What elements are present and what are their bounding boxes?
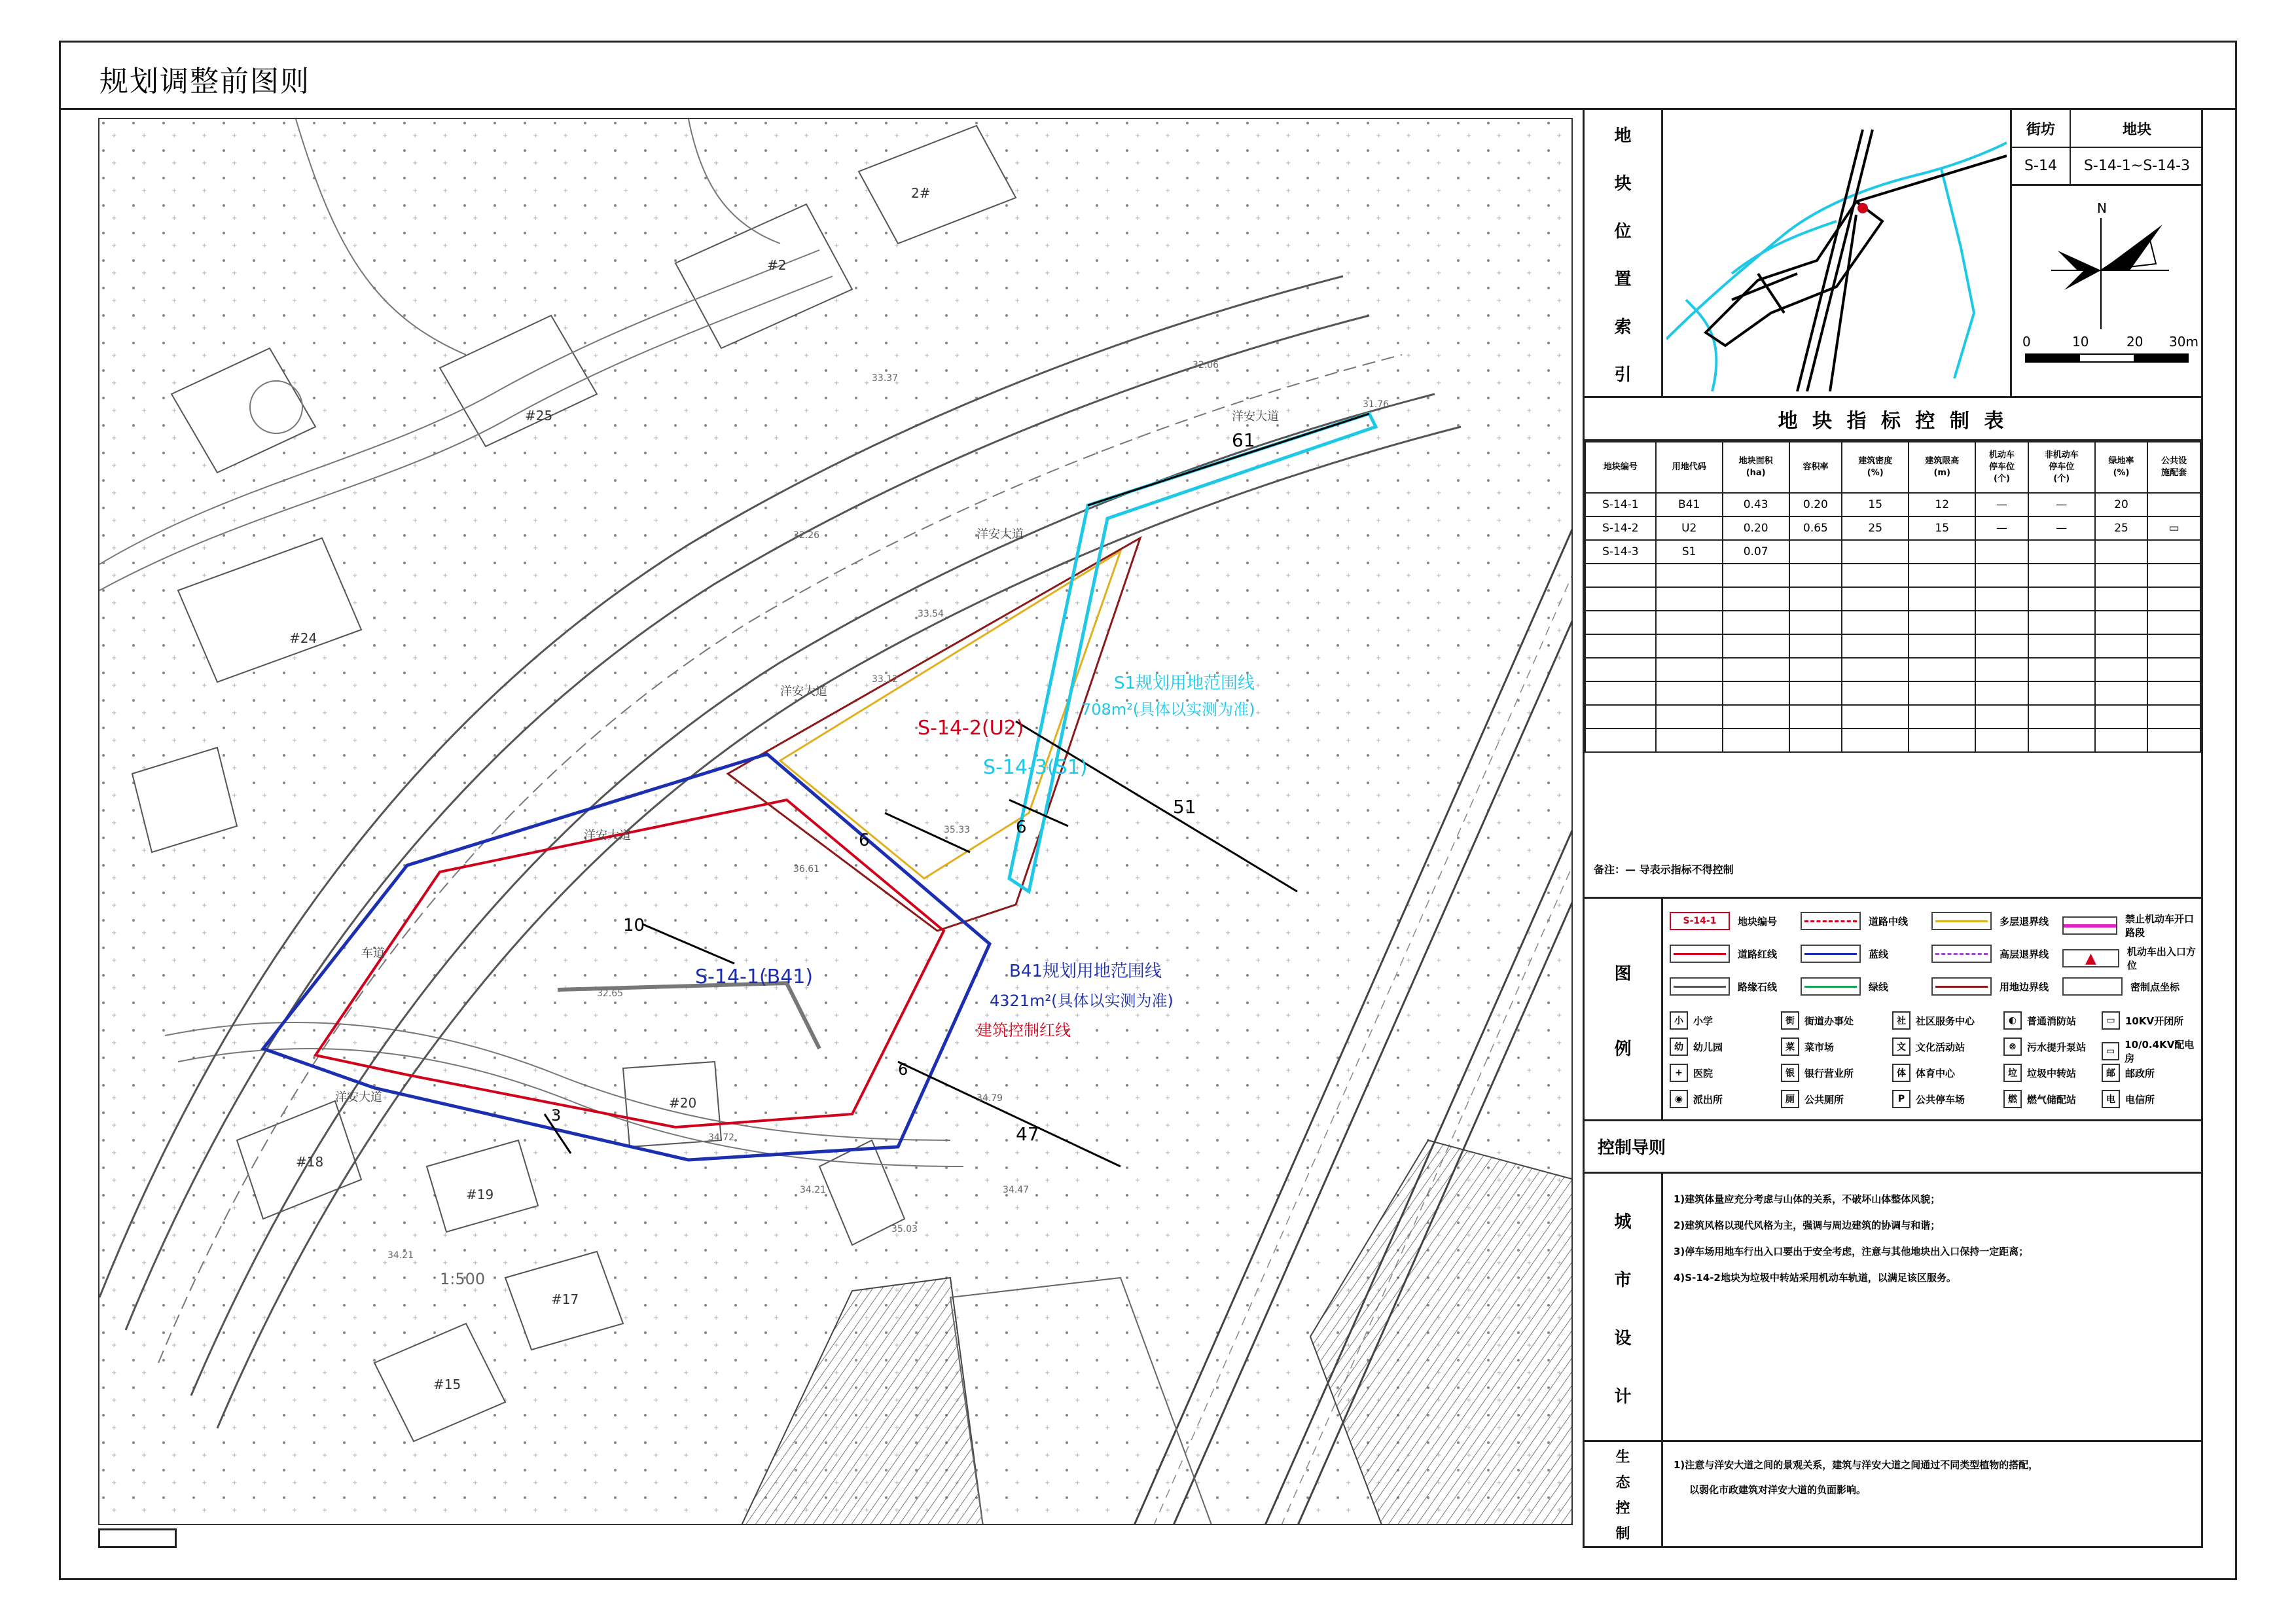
control-table-section: [1585, 398, 2201, 899]
legend-symbol: [2102, 1090, 2155, 1108]
th-green-rate: 绿地率 (%): [2095, 442, 2148, 493]
legend-text: 公共停车场: [1916, 1093, 1965, 1106]
scale-tick: 0: [2022, 334, 2031, 350]
legend-road-redline: [1670, 945, 1777, 963]
city-design-item: 3)停车场用地车行出入口要出于安全考虑，注意与其他地块出入口保持一定距离；: [1674, 1246, 2029, 1257]
map-svg: [99, 119, 1573, 1525]
school-icon: 小: [1670, 1011, 1688, 1030]
spot-height: 34.72: [708, 1132, 735, 1143]
eco-label: [1585, 1442, 1663, 1546]
dim-47: 47: [1016, 1123, 1039, 1145]
cell: [2147, 493, 2200, 516]
spot-height: 35.33: [944, 825, 971, 835]
table-note: 备注：— 导表示指标不得控制: [1594, 863, 1734, 876]
legend-symbol: [1892, 1064, 1955, 1082]
cell: [2028, 540, 2095, 564]
city-design-item: 1)建筑体量应充分考虑与山体的关系，不破坏山体整体风貌；: [1674, 1193, 1941, 1205]
post-office-icon: 邮: [2102, 1064, 2120, 1082]
road-label-1: 洋安大道: [1232, 410, 1279, 424]
culture-icon: 文: [1892, 1038, 1910, 1056]
legend-swatch: S-14-1: [1670, 912, 1730, 930]
th-plot-no: 地块编号: [1585, 442, 1656, 493]
cell: —: [2028, 493, 2095, 516]
title-bar: [59, 41, 2237, 110]
legend-green-line: [1801, 977, 1888, 996]
road-label-4: 洋安大道: [584, 829, 631, 842]
legend-text: 10/0.4KV配电房: [2125, 1039, 2195, 1064]
legend-text: 地块编号: [1738, 915, 1778, 928]
legend-text: 道路中线: [1869, 915, 1909, 928]
gas-station-icon: 燃: [2003, 1090, 2022, 1108]
legend-vehicle-entry: [2062, 945, 2201, 972]
table-row: [1585, 493, 2200, 516]
legend-text: 银行营业所: [1804, 1067, 1854, 1079]
th-height: 建筑限高 (m): [1909, 442, 1975, 493]
spot-height: 34.47: [1003, 1185, 1030, 1195]
legend-text: 体育中心: [1916, 1067, 1956, 1079]
label-s14-1: S-14-1(B41): [695, 965, 814, 988]
legend-road-centerline: [1801, 912, 1908, 930]
legend-text: 邮政所: [2125, 1067, 2155, 1079]
table-row: [1585, 587, 2200, 611]
legend-swatch: [1801, 912, 1861, 930]
police-icon: ◉: [1670, 1090, 1688, 1108]
legend-text: 街道办事处: [1804, 1015, 1854, 1027]
label-build-line: 建筑控制红线: [977, 1021, 1071, 1039]
cell: [1842, 540, 1909, 564]
city-design-char: 设: [1614, 1329, 1632, 1348]
th-far: 容积率: [1789, 442, 1842, 493]
cell: 0.20: [1789, 493, 1842, 516]
eco-char: 态: [1615, 1474, 1630, 1491]
location-minimap: [1666, 117, 2007, 391]
legend-symbol: [2003, 1064, 2076, 1082]
legend-swatch: [2062, 977, 2123, 996]
eco-item: 1)注意与洋安大道之间的景观关系，建筑与洋安大道之间通过不同类型植物的搭配，: [1674, 1459, 2039, 1471]
legend-text: 用地边界线: [2000, 981, 2049, 993]
legend-symbol: [1892, 1038, 1965, 1056]
legend-swatch: [1931, 945, 1992, 963]
power-room-icon: ▭: [2102, 1042, 2119, 1060]
legend-symbol: [1781, 1038, 1834, 1056]
legend-control-point: [2062, 977, 2179, 996]
scale-tick: 20: [2126, 334, 2144, 350]
jiefang-header: 街坊: [2012, 110, 2071, 148]
building-label-3: #2: [767, 257, 787, 273]
road-note: 车道: [361, 947, 385, 960]
table-row: [1585, 705, 2200, 729]
road-label-3: 洋安大道: [780, 685, 827, 698]
legend-text: 电信所: [2125, 1093, 2155, 1106]
spot-height: 35.03: [891, 1224, 918, 1235]
th-facilities: 公共设 施配套: [2147, 442, 2200, 493]
table-row: [1585, 516, 2200, 540]
index-table-area: [2010, 110, 2201, 398]
legend-text: 普通消防站: [2027, 1015, 2077, 1027]
spot-height: 32.26: [793, 530, 820, 541]
label-s1-area: 708m²(具体以实测为准): [1081, 700, 1255, 719]
legend-swatch: [1670, 945, 1730, 963]
cell: 0.65: [1789, 516, 1842, 540]
legend-text: 幼儿园: [1693, 1041, 1723, 1053]
garbage-station-icon: 垃: [2003, 1064, 2022, 1082]
legend-section: [1585, 899, 2201, 1121]
building-label-9: #17: [551, 1291, 579, 1307]
cell: 12: [1909, 493, 1975, 516]
building-label-1: #24: [289, 630, 317, 646]
city-design-section: [1585, 1174, 2201, 1442]
legend-swatch: [1931, 912, 1992, 930]
legend-text: 小学: [1693, 1015, 1713, 1027]
control-table: [1585, 441, 2201, 753]
dim-6c: 6: [898, 1060, 908, 1079]
cell: —: [1975, 516, 2028, 540]
cell: 25: [2095, 516, 2148, 540]
legend-char: 图: [1614, 964, 1632, 984]
spot-height: 33.54: [918, 609, 944, 619]
legend-symbol: [1892, 1090, 1965, 1108]
cell: U2: [1656, 516, 1723, 540]
index-char: 块: [1614, 174, 1632, 194]
legend-symbol: [1670, 1064, 1713, 1082]
hospital-icon: +: [1670, 1064, 1688, 1082]
legend-swatch: [1670, 977, 1730, 996]
scale-tick: 30m: [2169, 334, 2198, 350]
eco-control-section: [1585, 1442, 2201, 1546]
eco-char: 制: [1615, 1525, 1630, 1542]
cell: —: [1975, 493, 2028, 516]
cell: S1: [1656, 540, 1723, 564]
cell: 0.07: [1723, 540, 1789, 564]
legend-no-entry: [2062, 912, 2201, 939]
legend-text: 污水提升泵站: [2027, 1041, 2087, 1053]
spot-height: 33.12: [872, 674, 899, 685]
control-table-title: 地 块 指 标 控 制 表: [1585, 398, 2201, 441]
building-label-4: 2#: [911, 185, 931, 201]
legend-text: 高层退界线: [2000, 948, 2049, 960]
cell: [2095, 540, 2148, 564]
th-area: 地块面积 (ha): [1723, 442, 1789, 493]
cell: [1909, 540, 1975, 564]
kindergarten-icon: 幼: [1670, 1038, 1688, 1056]
building-label-2: #25: [525, 408, 553, 424]
city-design-item: 2)建筑风格以现代风格为主，强调与周边建筑的协调与和谐；: [1674, 1219, 1941, 1231]
legend-text: 垃圾中转站: [2027, 1067, 2077, 1079]
control-table-header: [1585, 442, 2200, 493]
cell: 15: [1842, 493, 1909, 516]
scale-tick: 10: [2072, 334, 2089, 350]
cell: S-14-3: [1585, 540, 1656, 564]
table-row: [1585, 634, 2200, 658]
label-b41-line: B41规划用地范围线: [1009, 962, 1162, 981]
street-office-icon: 街: [1781, 1011, 1799, 1030]
index-char: 位: [1614, 222, 1632, 242]
up-arrow-icon: ▲: [2062, 949, 2119, 967]
legend-swatch: [1801, 945, 1861, 963]
bank-icon: 银: [1781, 1064, 1799, 1082]
legend-symbol: [1781, 1090, 1844, 1108]
guidance-title: 控制导则: [1598, 1138, 1666, 1158]
legend-symbol: [2102, 1011, 2183, 1030]
cell: B41: [1656, 493, 1723, 516]
legend-text: 10KV开闭所: [2125, 1015, 2184, 1027]
table-row: [1585, 729, 2200, 752]
legend-symbol: [1670, 1038, 1723, 1056]
legend-symbol: [2102, 1038, 2201, 1065]
cell: —: [2028, 516, 2095, 540]
label-b41-area: 4321m²(具体以实测为准): [990, 992, 1174, 1010]
legend-symbol: [2102, 1064, 2155, 1082]
city-design-item: 4)S-14-2地块为垃圾中转站采用机动车轨道，以满足该区服务。: [1674, 1272, 1956, 1284]
legend-text: 多层退界线: [2000, 915, 2049, 928]
legend-swatch: [1931, 977, 1992, 996]
dim-51: 51: [1173, 796, 1196, 818]
legend-text: 菜市场: [1804, 1041, 1835, 1053]
city-design-char: 计: [1614, 1387, 1632, 1407]
sports-icon: 体: [1892, 1064, 1910, 1082]
north-label: N: [2097, 200, 2107, 216]
cell: [2147, 540, 2200, 564]
spot-height: 33.37: [872, 373, 899, 384]
guidance-header: [1585, 1121, 2201, 1174]
legend-text: 绿线: [1869, 981, 1889, 993]
jiefang-value: S-14: [2012, 148, 2071, 186]
dim-3: 3: [551, 1106, 562, 1125]
toilet-icon: 厕: [1781, 1090, 1799, 1108]
spot-height: 36.61: [793, 864, 820, 875]
legend-text: 医院: [1693, 1067, 1713, 1079]
cell: S-14-1: [1585, 493, 1656, 516]
dim-10: 10: [623, 916, 645, 935]
city-design-char: 市: [1614, 1271, 1632, 1290]
cell: S-14-2: [1585, 516, 1656, 540]
market-icon: 菜: [1781, 1038, 1799, 1056]
map-scale-label: 1:500: [440, 1270, 486, 1288]
scale-bar: [2025, 353, 2189, 363]
th-land-code: 用地代码: [1656, 442, 1723, 493]
legend-text: 社区服务中心: [1916, 1015, 1975, 1027]
legend-land-boundary: [1931, 977, 2049, 996]
legend-text: 公共厕所: [1804, 1093, 1844, 1106]
index-char: 置: [1614, 270, 1632, 289]
index-section: [1585, 110, 2201, 398]
legend-multi-setback: [1931, 912, 2049, 930]
building-label-8: #15: [433, 1377, 461, 1392]
th-bike-parking: 非机动车 停车位 (个): [2028, 442, 2095, 493]
spot-height: 32.06: [1193, 360, 1219, 370]
spot-height: 34.79: [977, 1093, 1003, 1104]
th-car-parking: 机动车 停车位 (个): [1975, 442, 2028, 493]
cell: ▭: [2147, 516, 2200, 540]
cell: 0.43: [1723, 493, 1789, 516]
building-label-6: #19: [466, 1187, 494, 1202]
table-row: [1585, 658, 2200, 681]
table-row: [1585, 611, 2200, 634]
table-row: [1585, 681, 2200, 705]
dim-6a: 6: [1016, 818, 1027, 837]
legend-blue-line: [1801, 945, 1888, 963]
legend-curb-line: [1670, 977, 1777, 996]
legend-high-setback: [1931, 945, 2049, 963]
label-s1-line: S1规划用地范围线: [1114, 674, 1255, 693]
legend-swatch: [1801, 977, 1861, 996]
planning-map: [98, 118, 1573, 1525]
road-label-5: 洋安大道: [335, 1091, 382, 1104]
legend-label: [1585, 899, 1663, 1121]
legend-swatch: [2062, 916, 2117, 935]
table-row: [1585, 540, 2200, 564]
cell: 25: [1842, 516, 1909, 540]
cell: 0.20: [1723, 516, 1789, 540]
cell: [1975, 540, 2028, 564]
legend-symbol: [1781, 1064, 1854, 1082]
building-label-7: #20: [669, 1095, 697, 1111]
legend-symbol: [1670, 1011, 1713, 1030]
legend-text: 派出所: [1693, 1093, 1723, 1106]
page-title: 规划调整前图则: [99, 65, 310, 98]
spot-height: 34.21: [387, 1250, 414, 1261]
community-icon: 社: [1892, 1011, 1910, 1030]
legend-text: 燃气储配站: [2027, 1093, 2077, 1106]
north-arrow-icon: [2051, 198, 2169, 329]
legend-text: 机动车出入口方位: [2126, 946, 2196, 971]
legend-text: 路缘石线: [1738, 981, 1778, 993]
fire-station-icon: ◐: [2003, 1011, 2022, 1030]
legend-plot-no: [1670, 912, 1777, 930]
dim-6b: 6: [859, 831, 870, 850]
label-s14-3: S-14-3(S1): [983, 756, 1088, 779]
cell: 20: [2095, 493, 2148, 516]
legend-symbol: [2003, 1038, 2086, 1056]
spot-height: 34.21: [800, 1185, 827, 1195]
table-row: [1585, 564, 2200, 587]
label-s14-2: S-14-2(U2): [918, 717, 1024, 740]
legend-text: 蓝线: [1869, 948, 1889, 960]
cell: 15: [1909, 516, 1975, 540]
legend-text: 文化活动站: [1916, 1041, 1965, 1053]
parking-icon: P: [1892, 1090, 1910, 1108]
info-panel: [1583, 108, 2203, 1548]
index-char: 引: [1614, 365, 1632, 385]
pump-station-icon: ⊗: [2003, 1038, 2022, 1056]
spot-height: 32.65: [597, 988, 624, 999]
legend-symbol: [2003, 1011, 2076, 1030]
legend-symbol: [2003, 1090, 2076, 1108]
index-label: [1585, 110, 1663, 398]
legend-symbol: [1670, 1090, 1723, 1108]
index-char: 索: [1614, 317, 1632, 337]
eco-char: 控: [1615, 1500, 1630, 1517]
legend-text: 禁止机动车开口路段: [2125, 913, 2195, 939]
legend-char: 例: [1614, 1039, 1632, 1059]
dikuai-value: S-14-1~S-14-3: [2071, 148, 2203, 186]
dikuai-header: 地块: [2071, 110, 2203, 148]
telecom-icon: 电: [2102, 1090, 2120, 1108]
legend-symbol: [1892, 1011, 1975, 1030]
index-char: 地: [1614, 126, 1632, 146]
switch-station-icon: ▭: [2102, 1011, 2120, 1030]
city-design-label: [1585, 1174, 1663, 1442]
th-density: 建筑密度 (%): [1842, 442, 1909, 493]
spot-height: 31.76: [1363, 399, 1390, 410]
legend-text: 道路红线: [1738, 948, 1778, 960]
dim-61: 61: [1232, 429, 1255, 451]
road-label-2: 洋安大道: [977, 528, 1024, 541]
building-label-5: #18: [296, 1154, 324, 1170]
legend-text: 密制点坐标: [2130, 981, 2180, 993]
eco-char: 生: [1615, 1449, 1630, 1466]
cell: [1789, 540, 1842, 564]
scale-bar-box: [98, 1528, 177, 1548]
eco-item: 以弱化市政建筑对洋安大道的负面影响。: [1689, 1484, 1867, 1496]
legend-symbol: [1781, 1011, 1854, 1030]
city-design-char: 城: [1614, 1212, 1632, 1232]
